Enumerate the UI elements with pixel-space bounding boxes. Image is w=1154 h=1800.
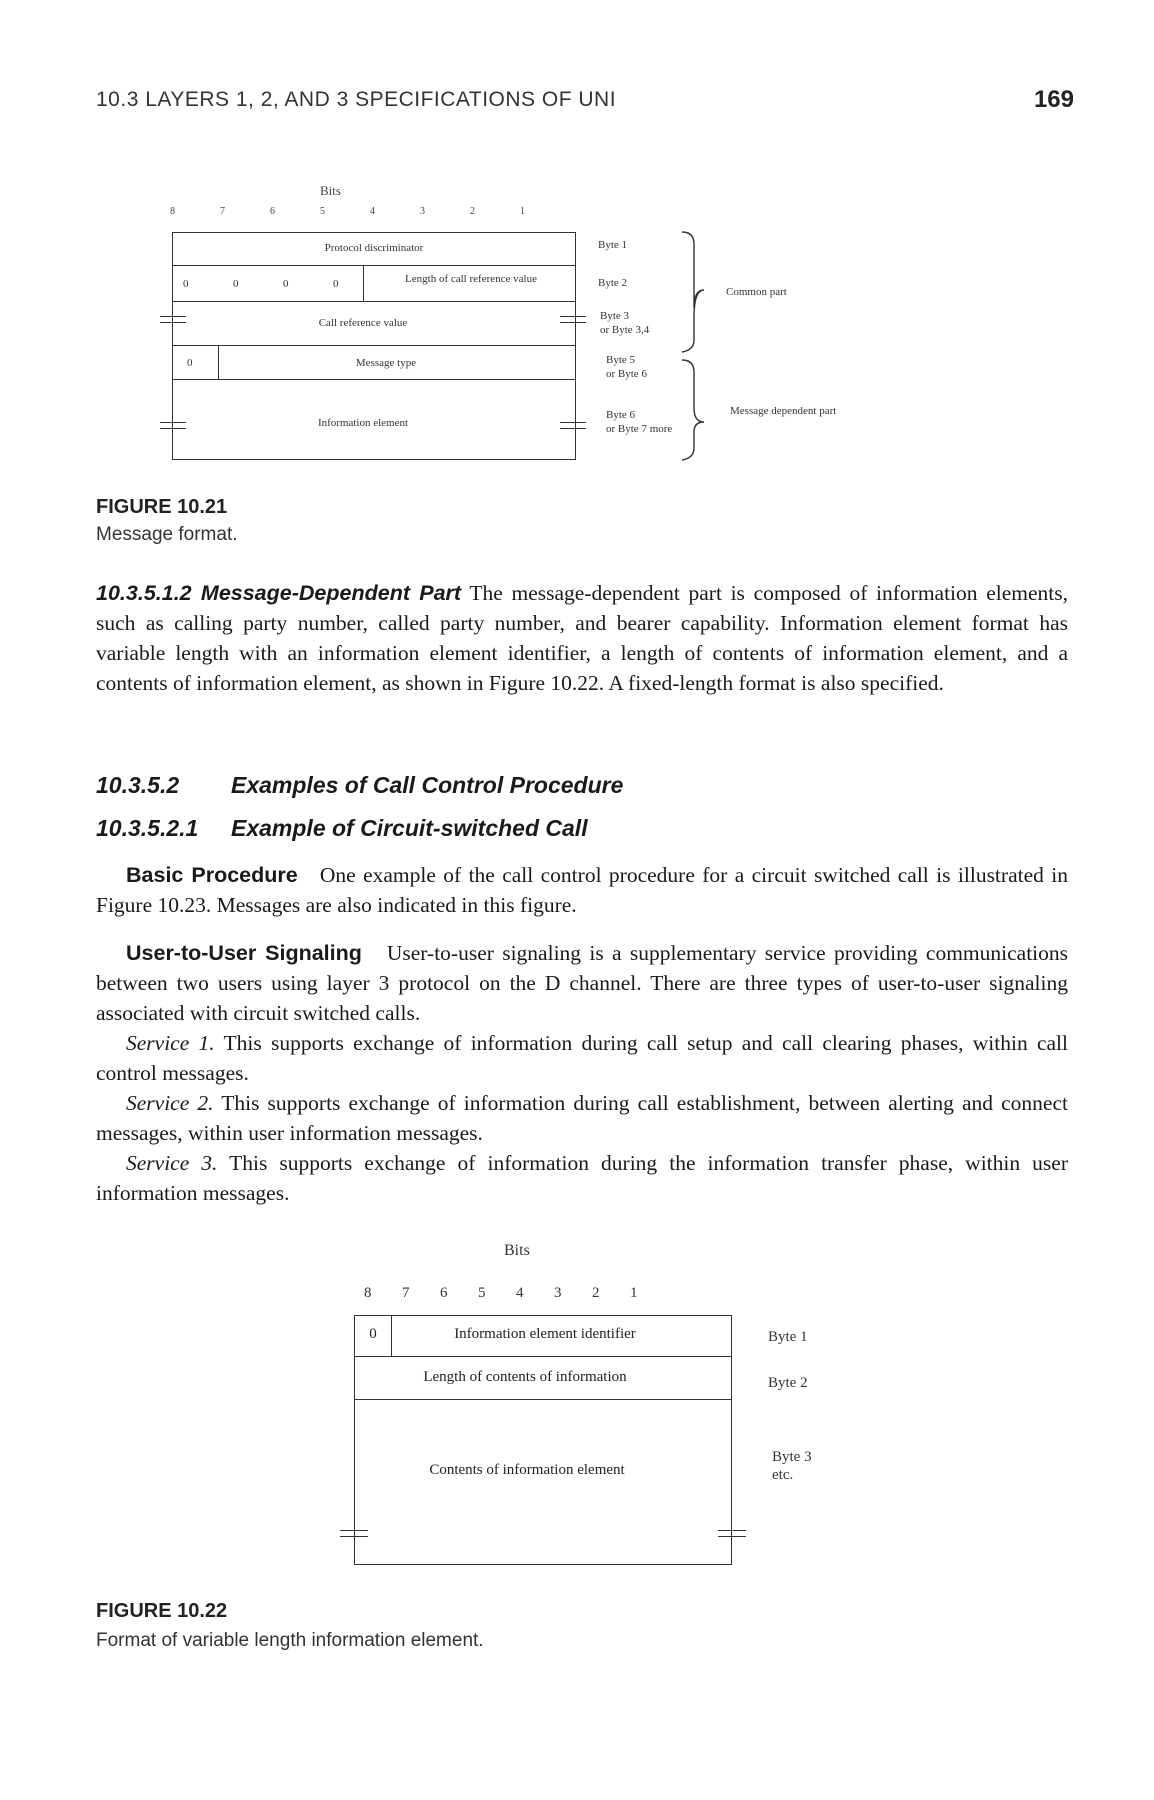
figure-caption-text: Format of variable length information element.: [96, 1630, 484, 1651]
byte-label: etc.: [772, 1467, 794, 1483]
bit-number: 3: [554, 1285, 562, 1301]
bits-label: Bits: [320, 183, 341, 198]
bit-value: 0: [183, 278, 189, 290]
bit-number: 7: [402, 1285, 410, 1301]
call-reference-length-field: Length of call reference value: [405, 273, 537, 285]
contents-field: Contents of information element: [429, 1462, 625, 1478]
byte-label: or Byte 7 more: [606, 423, 673, 435]
byte-label: Byte 1: [768, 1329, 808, 1345]
message-format-box: [172, 232, 576, 460]
paragraph-text: The message-dependent part is composed of information elements, such as calling party number, called party number, and bearer capability. Information element format has variable length with an information element identifier, a length of contents of information element, and a contents of information element, as shown in Figure 10.22. A fixed-length format is also specified.: [96, 581, 1068, 695]
section-number: 10.3.5.2: [96, 772, 180, 798]
subsection-heading: [96, 815, 588, 842]
bit-value: 0: [333, 278, 339, 290]
byte-label: Byte 2: [598, 277, 628, 289]
bit-number: 3: [420, 206, 425, 217]
paragraph-service-3: [96, 1148, 1068, 1208]
byte-label: Byte 5: [606, 354, 636, 366]
paragraph-text: User-to-user signaling is a supplementary service providing communications between two users using layer 3 protocol on the D channel. There are three types of user-to-user signaling associated with circuit switched calls.: [96, 941, 1069, 1025]
protocol-discriminator-field: Protocol discriminator: [324, 242, 424, 254]
paragraph-service-2: [96, 1088, 1068, 1148]
byte-label: Byte 3: [600, 310, 630, 322]
byte-label: Byte 6: [606, 409, 636, 421]
bit-value: 0: [187, 357, 193, 369]
bit-number: 1: [630, 1285, 638, 1301]
bit-value: 0: [283, 278, 289, 290]
bit-number: 4: [370, 206, 375, 217]
bit-number: 2: [592, 1285, 600, 1301]
information-element-box: [354, 1315, 732, 1565]
paragraph-text: One example of the call control procedure for a circuit switched call is illustrated in Figure 10.23. Messages are also indicated in this figure.: [96, 863, 1068, 917]
figure-caption-text: Message format.: [96, 524, 238, 545]
information-element-field: Information element: [317, 417, 409, 429]
call-reference-value-field: Call reference value: [318, 317, 408, 329]
identifier-field: Information element identifier: [454, 1326, 636, 1342]
bit-number: 6: [270, 206, 275, 217]
service-label: Service 2.: [126, 1091, 214, 1115]
bit-number: 6: [440, 1285, 448, 1301]
byte-label: Byte 3: [772, 1449, 812, 1465]
figure-caption-label: FIGURE 10.21: [96, 496, 228, 518]
bit-number: 5: [320, 206, 325, 217]
bit-number: 5: [478, 1285, 486, 1301]
paragraph-user-signaling: [96, 938, 1068, 1028]
brace-bracket: [680, 228, 720, 468]
service-label: Service 1.: [126, 1031, 215, 1055]
byte-label: Byte 2: [768, 1375, 808, 1391]
paragraph-service-1: [96, 1028, 1068, 1088]
paragraph-heading: Basic Procedure: [126, 863, 298, 887]
paragraph-text: This supports exchange of information during the information transfer phase, within user information messages.: [96, 1151, 1068, 1205]
bit-number: 1: [520, 206, 525, 217]
common-part-label: Common part: [726, 286, 787, 298]
bits-label: Bits: [504, 1242, 530, 1259]
paragraph-heading: User-to-User Signaling: [126, 941, 362, 965]
bit-value: 0: [233, 278, 239, 290]
message-dependent-part-label: Message dependent part: [730, 405, 837, 417]
section-heading: [96, 772, 623, 799]
paragraph-text: This supports exchange of information during call establishment, between alerting and connect messages, within user information messages.: [96, 1091, 1068, 1145]
page-number: 169: [1033, 86, 1074, 113]
paragraph-heading: 10.3.5.1.2 Message-Dependent Part: [96, 581, 462, 605]
paragraph-basic-procedure: [96, 860, 1068, 920]
service-label: Service 3.: [126, 1151, 218, 1175]
message-type-field: Message type: [355, 357, 417, 369]
bit-number: 8: [170, 206, 175, 217]
bit-number: 2: [470, 206, 475, 217]
running-head: 10.3 LAYERS 1, 2, AND 3 SPECIFICATIONS OF UNI: [96, 88, 617, 111]
figure-caption-label: FIGURE 10.22: [96, 1600, 228, 1622]
bit-number: 4: [516, 1285, 524, 1301]
byte-label: or Byte 3,4: [600, 324, 650, 336]
paragraph-text: This supports exchange of information during call setup and call clearing phases, within call control messages.: [96, 1031, 1068, 1085]
section-title: Examples of Call Control Procedure: [231, 772, 624, 798]
bit-number: 7: [220, 206, 225, 217]
section-title: Example of Circuit-switched Call: [231, 815, 588, 841]
bit-value: 0: [369, 1326, 377, 1342]
bit-number: 8: [364, 1285, 372, 1301]
byte-label: Byte 1: [598, 239, 628, 251]
section-number: 10.3.5.2.1: [96, 815, 199, 841]
paragraph-message-dependent: [96, 578, 1068, 698]
byte-label: or Byte 6: [606, 368, 647, 380]
length-field: Length of contents of information: [423, 1369, 627, 1385]
